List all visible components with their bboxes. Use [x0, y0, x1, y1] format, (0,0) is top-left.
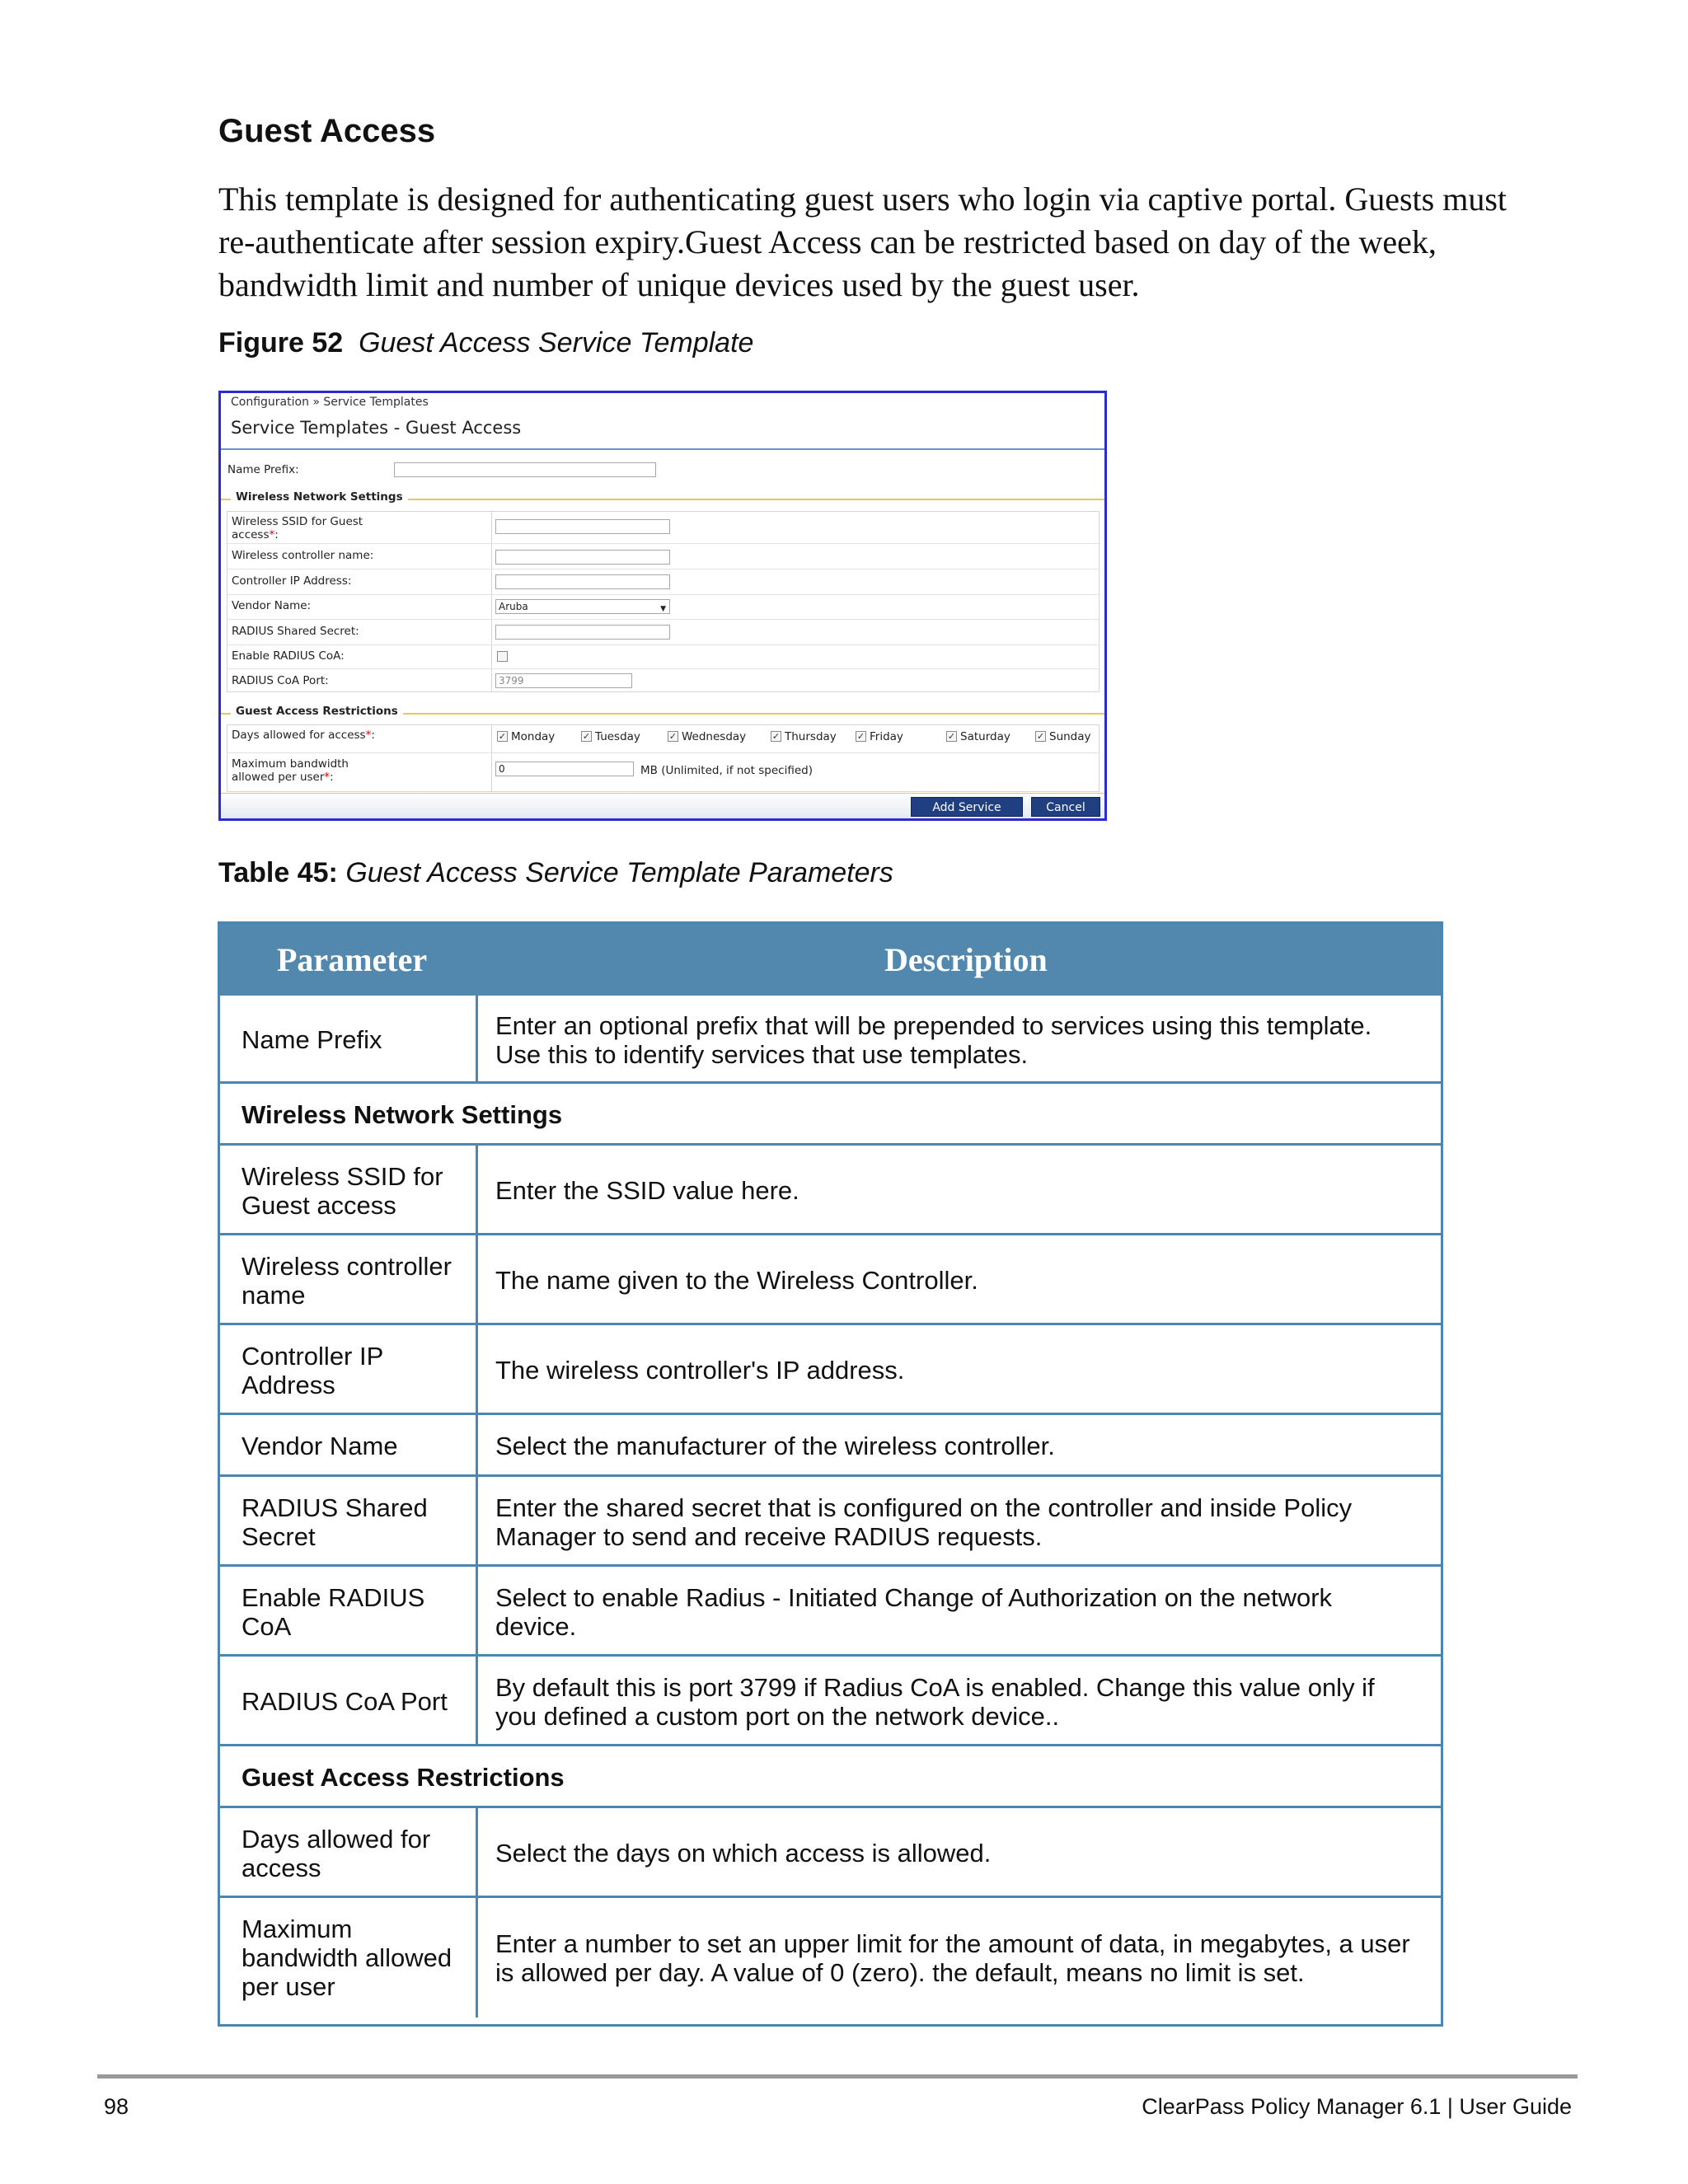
day-checkbox[interactable]: ✓ [771, 731, 781, 742]
guest-access-screenshot [218, 391, 1107, 821]
radius-secret-input[interactable] [495, 625, 670, 640]
day-checkbox[interactable]: ✓ [668, 731, 678, 742]
controller-name-label: Wireless controller name: [232, 549, 374, 562]
table-section-row: Wireless Network Settings [241, 1099, 563, 1129]
page-number: 98 [104, 2094, 129, 2119]
add-service-button[interactable]: Add Service [911, 797, 1023, 817]
day-label: Monday [511, 730, 556, 743]
intro-paragraph: This template is designed for authenticating guest users who login via captive portal. Guests must re-authenticate after session expiry.Guest Access can be restricted based on day of the week, bandwidth limit and number of unique devices used by the guest user. [218, 180, 1507, 303]
description-cell: Select the manufacturer of the wireless controller. [495, 1432, 1055, 1460]
table-section-row: Guest Access Restrictions [241, 1762, 565, 1792]
controller-ip-label: Controller IP Address: [232, 574, 352, 588]
vendor-label: Vendor Name: [232, 599, 312, 612]
ssid-input[interactable] [495, 519, 670, 534]
description-cell: Select the days on which access is allowed. [495, 1839, 992, 1868]
vendor-select[interactable]: Aruba ▼ [495, 599, 670, 614]
footer-rule [97, 2074, 1578, 2079]
day-checkbox[interactable]: ✓ [1036, 731, 1045, 742]
parameter-cell: Controller IP Address [241, 1341, 383, 1399]
day-label: Wednesday [682, 730, 747, 743]
description-cell: The name given to the Wireless Controller. [495, 1266, 978, 1295]
coa-port-label: RADIUS CoA Port: [232, 674, 329, 687]
description-cell: Select to enable Radius - Initiated Change of Authorization on the network device. [495, 1582, 1333, 1641]
day-label: Thursday [785, 730, 837, 743]
restrictions-section-header: Guest Access Restrictions [231, 705, 403, 718]
figure-label: Figure 52 [218, 327, 344, 359]
day-label: Sunday [1049, 730, 1091, 743]
day-label: Saturday [960, 730, 1010, 743]
coa-port-input[interactable]: 3799 [495, 673, 632, 688]
parameter-cell: Wireless controller name [241, 1251, 452, 1310]
footer-text: ClearPass Policy Manager 6.1 | User Guide [1142, 2094, 1572, 2119]
controller-ip-input[interactable] [495, 574, 670, 589]
button-bar [221, 793, 1104, 818]
table-label: Table 45: [218, 857, 338, 888]
parameter-cell: Wireless SSID for Guest access [241, 1161, 443, 1220]
breadcrumb: Configuration » Service Templates [231, 396, 429, 409]
table-caption [218, 857, 893, 889]
description-cell: Enter a number to set an upper limit for the amount of data, in megabytes, a user is allowed per day. A value of 0 (zero). the default, means no limit is set. [495, 1929, 1410, 1987]
chevron-down-icon: ▼ [660, 605, 666, 613]
wireless-section-header: Wireless Network Settings [231, 490, 408, 504]
name-prefix-input[interactable] [394, 462, 656, 477]
parameter-cell: RADIUS CoA Port [241, 1687, 448, 1716]
bandwidth-unit: MB (Unlimited, if not specified) [640, 764, 813, 777]
figure-caption [218, 327, 753, 359]
description-cell: Enter the shared secret that is configured on the controller and inside Policy Manager to send and receive RADIUS requests. [495, 1493, 1353, 1551]
table-title: Guest Access Service Template Parameters [345, 857, 893, 888]
screenshot-title: Service Templates - Guest Access [231, 418, 522, 438]
enable-coa-label: Enable RADIUS CoA: [232, 649, 345, 663]
parameters-table [218, 921, 1443, 2027]
parameter-cell: Days allowed for access [241, 1824, 431, 1882]
ssid-label: Wireless SSID for Guest access*: [232, 515, 363, 541]
description-cell: Enter the SSID value here. [495, 1176, 799, 1205]
day-label: Tuesday [595, 730, 640, 743]
figure-title: Guest Access Service Template [359, 327, 754, 359]
description-cell: Enter an optional prefix that will be prepended to services using this template. Use this to identify services that use templates. [495, 1010, 1372, 1069]
day-label: Friday [870, 730, 903, 743]
header-parameter: Parameter [277, 941, 428, 978]
bandwidth-input[interactable]: 0 [495, 762, 634, 776]
parameter-cell: Name Prefix [241, 1025, 382, 1054]
day-checkbox[interactable]: ✓ [856, 731, 865, 742]
bandwidth-label: Maximum bandwidth allowed per user*: [232, 757, 349, 784]
description-cell: By default this is port 3799 if Radius CoA is enabled. Change this value only if you defined a custom port on the network device.. [495, 1672, 1375, 1731]
day-checkbox[interactable]: ✓ [582, 731, 591, 742]
cancel-button[interactable]: Cancel [1031, 797, 1100, 817]
day-checkbox[interactable]: ✓ [947, 731, 956, 742]
parameter-cell: RADIUS Shared Secret [241, 1493, 428, 1551]
day-checkbox[interactable]: ✓ [498, 731, 507, 742]
name-prefix-label: Name Prefix: [227, 463, 299, 476]
controller-name-input[interactable] [495, 550, 670, 565]
parameter-cell: Maximum bandwidth allowed per user [241, 1915, 452, 2001]
section-title: Guest Access [218, 113, 436, 149]
parameter-cell: Vendor Name [241, 1432, 398, 1460]
header-description: Description [884, 941, 1048, 978]
description-cell: The wireless controller's IP address. [495, 1356, 905, 1385]
radius-secret-label: RADIUS Shared Secret: [232, 625, 359, 638]
table-header [220, 924, 1441, 996]
days-label: Days allowed for access*: [232, 729, 375, 742]
enable-coa-checkbox[interactable] [497, 651, 508, 662]
parameter-cell: Enable RADIUS CoA [241, 1582, 425, 1641]
